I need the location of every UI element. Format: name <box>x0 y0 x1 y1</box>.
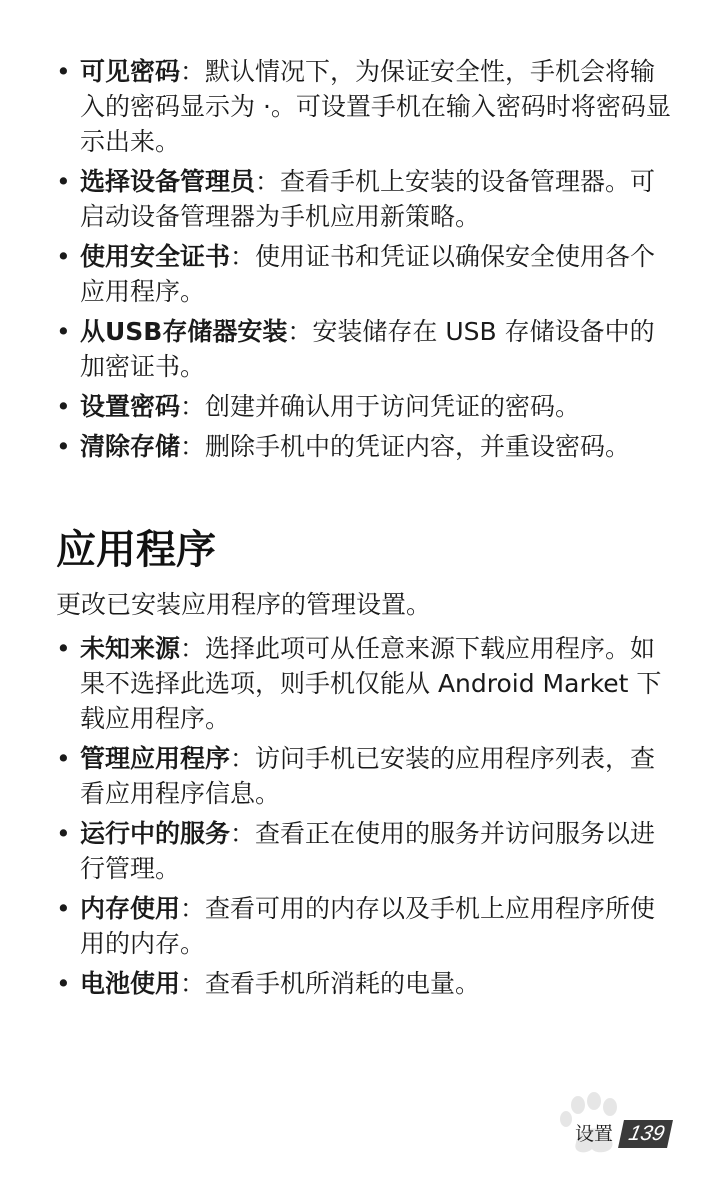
item-term: 管理应用程序 <box>80 744 231 773</box>
item-term: 未知来源 <box>80 634 181 663</box>
bullet-marker: • <box>56 969 71 998</box>
item-term: 从USB存储器安装 <box>80 317 288 346</box>
bullet-marker: • <box>56 57 71 86</box>
item-description: ：查看正在使用的服务并访问服务以进行管理。 <box>80 819 656 883</box>
section-heading: 应用程序 <box>56 527 216 573</box>
page-number: 139 <box>618 1120 673 1148</box>
security-options-list <box>56 54 676 469</box>
item-term: 设置密码 <box>80 392 181 421</box>
section-intro: 更改已安装应用程序的管理设置。 <box>56 590 432 619</box>
list-item <box>56 631 676 736</box>
item-description: ：安装储存在 USB 存储设备中的加密证书。 <box>80 317 655 381</box>
bullet-marker: • <box>56 392 71 421</box>
application-options-list <box>56 631 676 1006</box>
bullet-marker: • <box>56 242 71 271</box>
list-item <box>56 741 676 811</box>
item-description: ：查看手机所消耗的电量。 <box>180 969 481 998</box>
list-item <box>56 816 676 886</box>
list-item <box>56 164 676 234</box>
bullet-marker: • <box>56 819 71 848</box>
list-item <box>56 239 676 309</box>
item-description: ：访问手机已安装的应用程序列表，查看应用程序信息。 <box>80 744 656 808</box>
item-description: ：选择此项可从任意来源下载应用程序。如果不选择此选项，则手机仅能从 Android Market 下载应用程序。 <box>80 634 662 733</box>
list-item <box>56 389 676 424</box>
list-item <box>56 429 676 464</box>
item-description: ：删除手机中的凭证内容，并重设密码。 <box>180 432 631 461</box>
item-term: 运行中的服务 <box>80 819 231 848</box>
bullet-marker: • <box>56 432 71 461</box>
list-item <box>56 54 676 159</box>
item-description: ：创建并确认用于访问凭证的密码。 <box>180 392 581 421</box>
bullet-marker: • <box>56 744 71 773</box>
item-term: 可见密码 <box>80 57 181 86</box>
item-description: ：查看手机上安装的设备管理器。可启动设备管理器为手机应用新策略。 <box>80 167 656 231</box>
item-description: ：查看可用的内存以及手机上应用程序所使用的内存。 <box>80 894 656 958</box>
page-footer <box>575 1120 670 1148</box>
bullet-marker: • <box>56 634 71 663</box>
item-term: 选择设备管理员 <box>80 167 256 196</box>
list-item <box>56 966 676 1001</box>
list-item <box>56 314 676 384</box>
list-item <box>56 891 676 961</box>
bullet-marker: • <box>56 894 71 923</box>
item-term: 电池使用 <box>80 969 181 998</box>
item-description: ：默认情况下，为保证安全性，手机会将输入的密码显示为 ·。可设置手机在输入密码时将密码显示出来。 <box>80 57 671 156</box>
item-term: 使用安全证书 <box>80 242 231 271</box>
item-term: 内存使用 <box>80 894 181 923</box>
chapter-label: 设置 <box>574 1123 613 1145</box>
item-term: 清除存储 <box>80 432 181 461</box>
bullet-marker: • <box>56 167 71 196</box>
bullet-marker: • <box>56 317 71 346</box>
item-description: ：使用证书和凭证以确保安全使用各个应用程序。 <box>80 242 656 306</box>
